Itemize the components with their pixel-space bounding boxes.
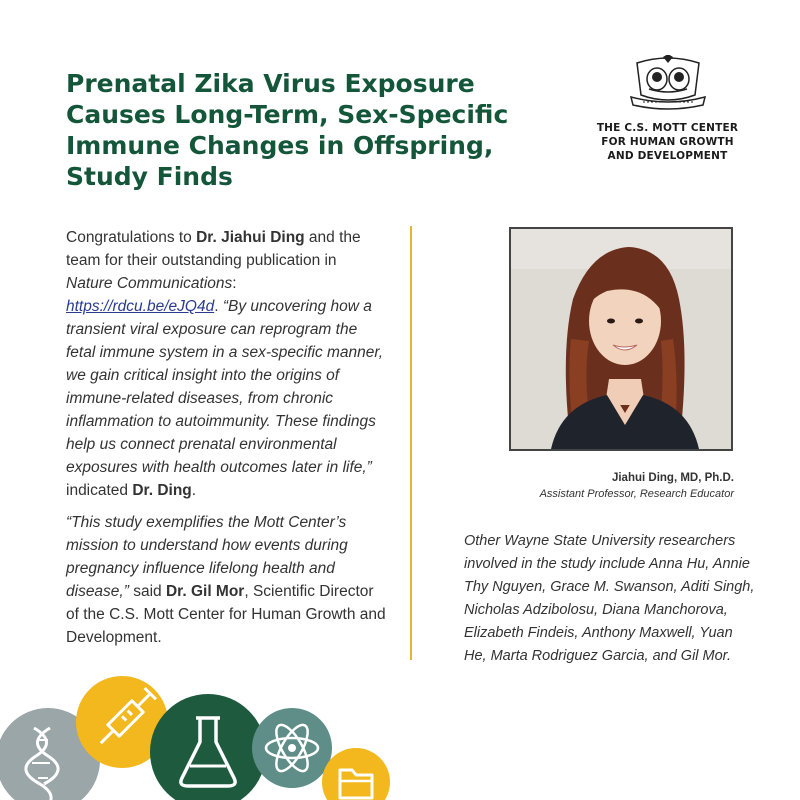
decorative-icon-circles [0,660,400,800]
organization-name: THE C.S. MOTT CENTER FOR HUMAN GROWTH AND DEVELOPMENT [596,122,739,162]
mott-center-logo [590,55,745,163]
publication-link[interactable]: https://rdcu.be/eJQ4d [66,298,215,315]
article-body [66,226,386,658]
atom-icon [252,708,332,788]
paragraph-congratulations: Congratulations to Dr. Jiahui Ding and the team for their outstanding publication in Nature Communications: https://rdcu.be/eJQ4d. “By uncovering how a transient viral exposure can reprogram the fetal immune system in a sex-specific manner, we gain critical insight into the origins of immune-related diseases, from chronic inflammation to autoimmunity. These findings help us connect prenatal environmental exposures with health outcomes later in life,” indicated Dr. Ding. [66,229,384,499]
flask-icon [150,694,266,800]
researchers-list: Other Wayne State University researchers involved in the study include Anna Hu, Annie Thy Nguyen, Grace M. Swanson, Aditi Singh, Nicholas Adzibolosu, Diana Manchorova, Elizabeth Findeis, Anthony Maxwell, Yuan He, Marta Rodriguez Garcia, and Gil Mor. [464,533,755,664]
profile-photo [509,227,733,451]
crest-icon [629,55,707,111]
photo-caption [540,470,734,502]
profile-name: Jiahui Ding, MD, Ph.D. [611,472,734,484]
paragraph-mission-quote: “This study exemplifies the Mott Center’s mission to understand how events during pregnancy influence lifelong health and disease,” said Dr. Gil Mor, Scientific Director of the C.S. Mott Center for Human Growth and Development. [66,514,386,646]
profile-role: Assistant Professor, Research Educator [539,488,734,500]
folder-icon [322,748,390,800]
column-divider [410,226,412,660]
page-title: Prenatal Zika Virus Exposure Causes Long-Term, Sex-Specific Immune Changes in Offspring, Study Finds [66,69,509,191]
